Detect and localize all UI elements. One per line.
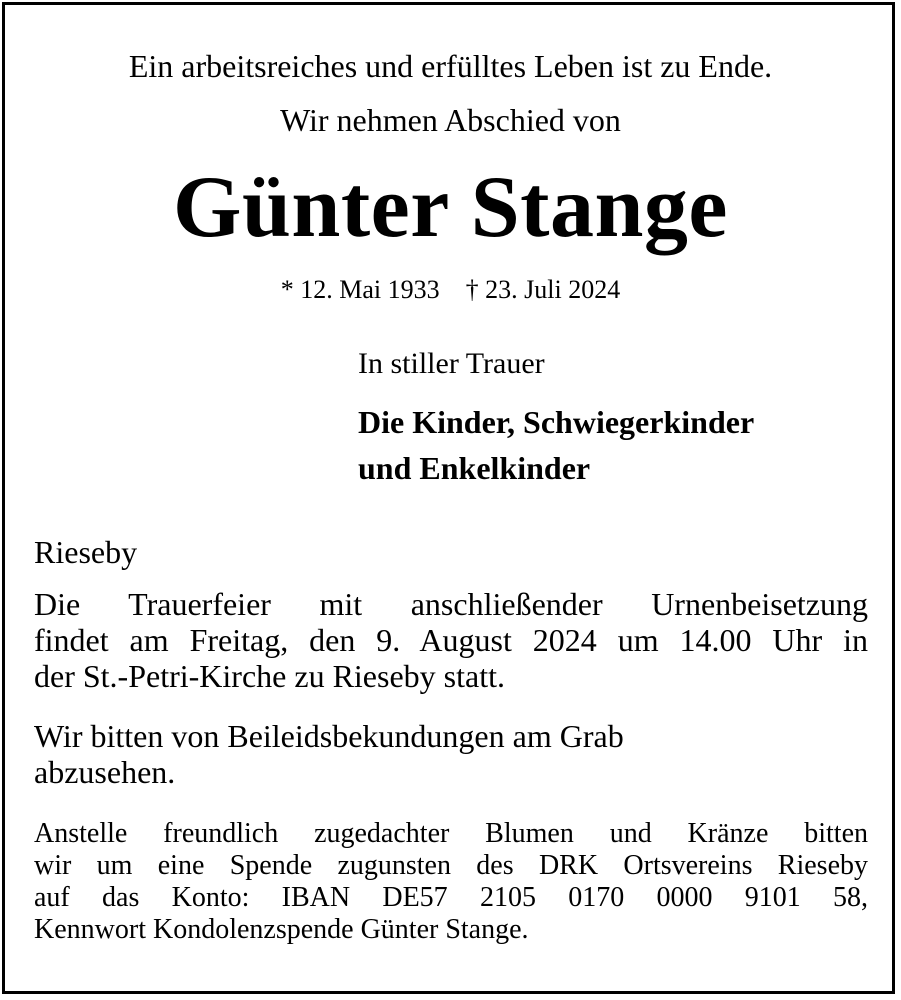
donation-line: Kennwort Kondolenzspende Günter Stange. (34, 914, 529, 945)
ceremony-line: der St.-Petri-Kirche zu Rieseby statt. (34, 658, 505, 694)
family-line-1: Die Kinder, Schwiegerkinder (358, 404, 755, 440)
condolence-line: abzusehen. (34, 754, 176, 790)
donation-line: auf das Konto: IBAN DE57 2105 0170 0000 9101 58, (34, 882, 868, 913)
ceremony-text (34, 586, 868, 694)
death-date: † 23. Juli 2024 (465, 275, 621, 304)
condolence-line: Wir bitten von Beileidsbekundungen am Grab (34, 718, 624, 754)
mourning-phrase: In stiller Trauer (358, 347, 545, 380)
donation-text (34, 818, 868, 946)
place: Rieseby (34, 534, 138, 570)
life-dates (0, 274, 901, 306)
donation-line: Anstelle freundlich zugedachter Blumen und Kränze bitten (34, 818, 868, 849)
condolence-text (34, 718, 868, 790)
ceremony-line: Die Trauerfeier mit anschließender Urnenbeisetzung (34, 586, 868, 622)
birth-date: * 12. Mai 1933 (280, 275, 440, 304)
intro-line-1: Ein arbeitsreiches und erfülltes Leben ist zu Ende. (128, 48, 773, 84)
donation-line: wir um eine Spende zugunsten des DRK Ortsvereins Rieseby (34, 850, 868, 881)
ceremony-line: findet am Freitag, den 9. August 2024 um 14.00 Uhr in (34, 622, 868, 658)
family-line-2: und Enkelkinder (358, 450, 591, 486)
intro-line-2: Wir nehmen Abschied von (280, 102, 621, 138)
deceased-name: Günter Stange (173, 159, 728, 256)
